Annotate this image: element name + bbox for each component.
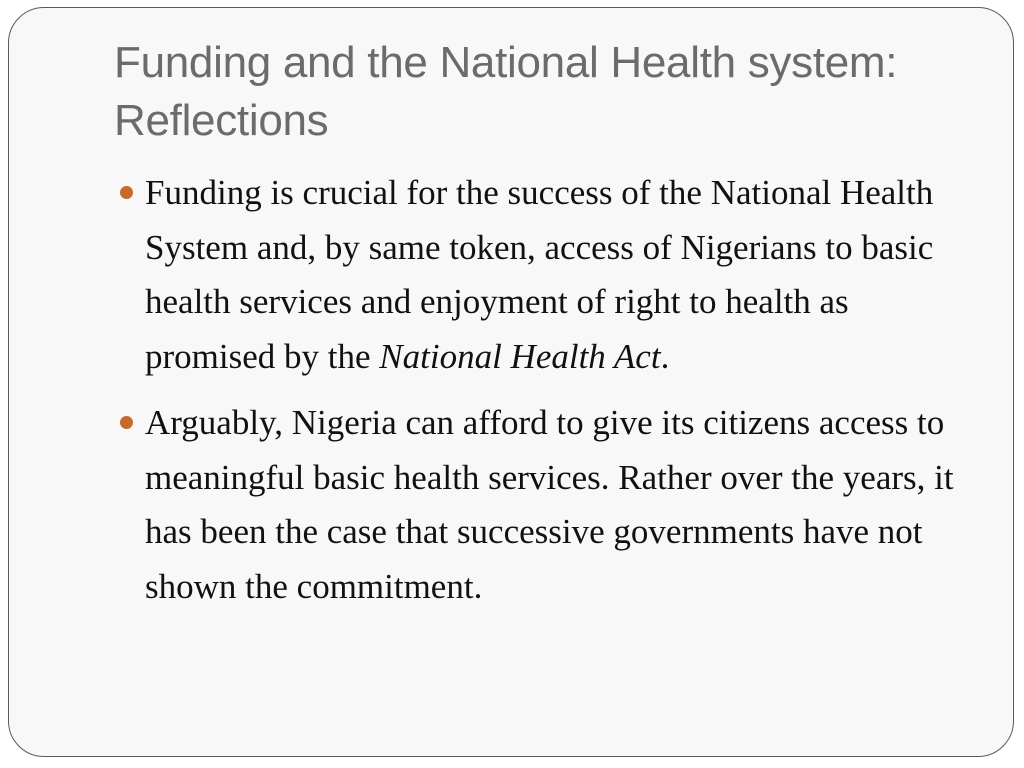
bullet-dot-icon (120, 186, 133, 199)
bullet-text: Arguably, Nigeria can afford to give its citizens access to meaningful basic health services. Rather over the years, it has been the case that successive governments have not shown the commitment. (145, 403, 954, 606)
bullet-list (117, 166, 977, 626)
bullet-item (117, 166, 977, 384)
bullet-text-end: . (660, 336, 670, 376)
bullet-dot-icon (120, 416, 133, 429)
bullet-italic-text: National Health Act (379, 336, 661, 376)
slide-title: Funding and the National Health system: Reflections (114, 38, 898, 145)
bullet-item (117, 396, 977, 614)
bullet-text: Funding is crucial for the success of the National Health System and, by same token, access of Nigerians to basic health services and enjoyment of right to health as promised by the (145, 173, 934, 376)
slide (8, 7, 1014, 757)
